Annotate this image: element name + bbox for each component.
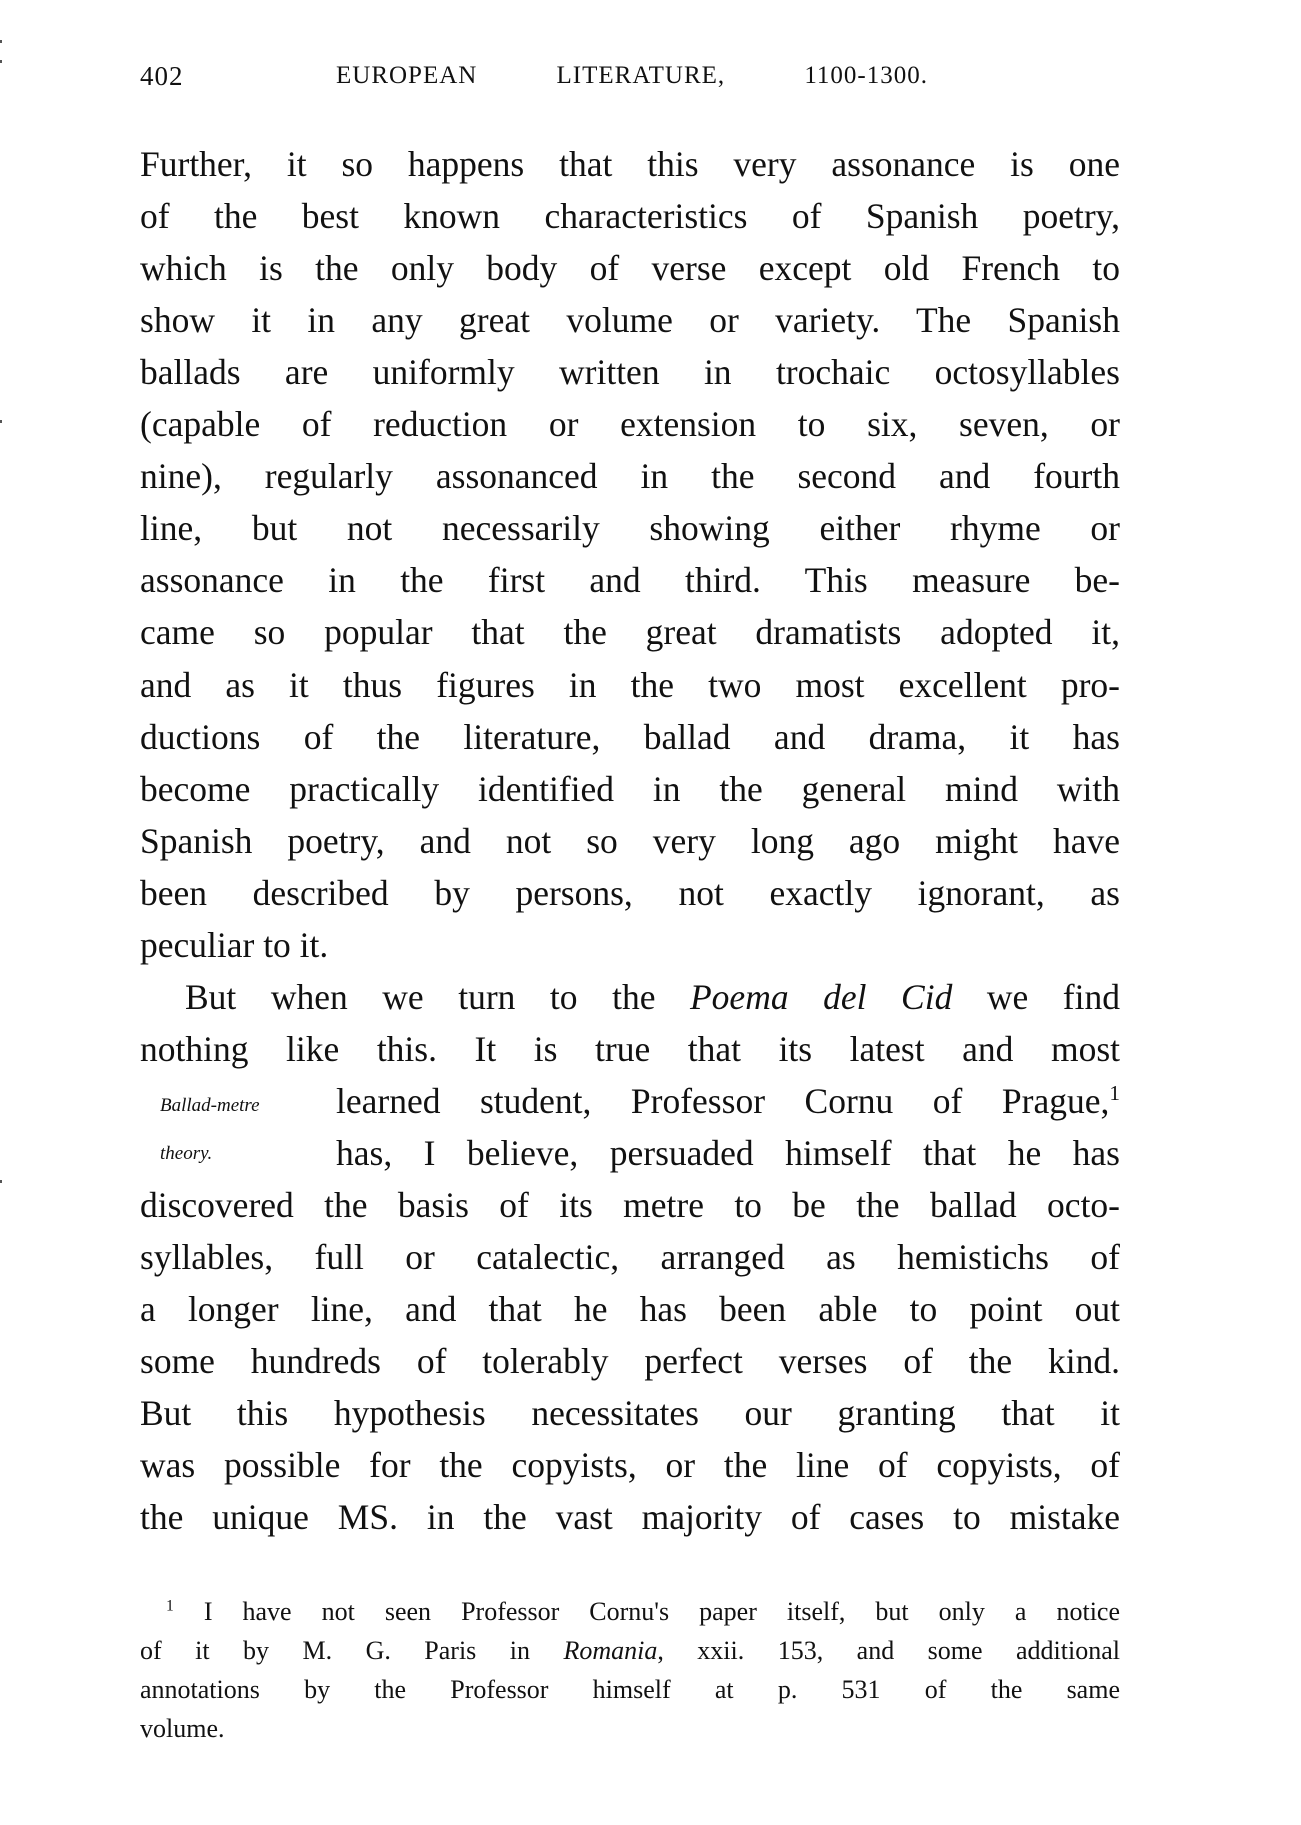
footnote-line xyxy=(140,1710,1120,1748)
margin-note-line: theory. xyxy=(160,1143,213,1164)
body-line xyxy=(140,919,1120,971)
text-run: But when we turn to the xyxy=(185,976,690,1017)
body-line xyxy=(140,659,1120,711)
body-line xyxy=(140,1023,1120,1075)
text-run: nine), regularly assonanced in the second and fourth xyxy=(140,456,1120,497)
text-run: was possible for the copyists, or the line of copyists, of xyxy=(140,1445,1120,1486)
footnote-line xyxy=(140,1632,1120,1670)
body-line xyxy=(140,398,1120,450)
text-run: of it by M. G. Paris in xyxy=(140,1636,564,1665)
italic-title: Poema del Cid xyxy=(690,976,953,1017)
body-line xyxy=(140,1387,1120,1439)
footnote-line xyxy=(166,1593,1120,1631)
body-line xyxy=(140,554,1120,606)
body-line xyxy=(185,971,1120,1023)
body-line xyxy=(336,1075,1120,1127)
text-run: some hundreds of tolerably perfect verses of the kind. xyxy=(140,1341,1120,1382)
text-run: , xxii. 153, and some additional xyxy=(657,1636,1120,1665)
text-run: (capable of reduction or extension to six, seven, or xyxy=(140,404,1120,445)
body-line xyxy=(140,815,1120,867)
text-run: annotations by the Professor himself at p. 531 of the same xyxy=(140,1675,1120,1704)
text-run: came so popular that the great dramatists adopted it, xyxy=(140,612,1120,653)
text-run: and as it thus figures in the two most excellent pro- xyxy=(140,664,1120,705)
text-run: volume. xyxy=(140,1714,225,1743)
text-run: which is the only body of verse except old French to xyxy=(140,248,1120,289)
body-line xyxy=(140,867,1120,919)
body-line xyxy=(140,763,1120,815)
body-line xyxy=(140,711,1120,763)
body-line xyxy=(140,1231,1120,1283)
body-line xyxy=(140,1439,1120,1491)
text-run: Further, it so happens that this very assonance is one xyxy=(140,144,1120,184)
body-line xyxy=(140,138,1120,190)
body-line xyxy=(140,294,1120,346)
text-run: syllables, full or catalectic, arranged as hemistichs of xyxy=(140,1237,1120,1278)
text-run: show it in any great volume or variety. The Spanish xyxy=(140,300,1120,341)
body-line xyxy=(140,606,1120,658)
text-run: assonance in the first and third. This measure be- xyxy=(140,560,1120,601)
body-line xyxy=(140,1283,1120,1335)
text-run: a longer line, and that he has been able to point out xyxy=(140,1289,1120,1330)
body-line xyxy=(140,502,1120,554)
text-run: of the best known characteristics of Spanish poetry, xyxy=(140,196,1120,237)
text-run: has, I believe, persuaded himself that he has xyxy=(336,1132,1120,1173)
text-run: I have not seen Professor Cornu's paper itself, but only a notice xyxy=(173,1597,1120,1626)
text-run: ductions of the literature, ballad and drama, it has xyxy=(140,716,1120,757)
text-run: ballads are uniformly written in trochaic octosyllables xyxy=(140,352,1120,393)
scan-edge-mark xyxy=(0,40,2,43)
text-run: nothing like this. It is true that its latest and most xyxy=(140,1028,1120,1069)
footnote-line xyxy=(140,1671,1120,1709)
footnote-marker: 1 xyxy=(166,1597,174,1615)
text-run: discovered the basis of its metre to be the ballad octo- xyxy=(140,1185,1120,1225)
text-run: Spanish poetry, and not so very long ago might have xyxy=(140,820,1120,861)
body-line xyxy=(140,242,1120,294)
body-line xyxy=(336,1127,1120,1179)
text-run: peculiar to it. xyxy=(140,924,329,965)
body-line xyxy=(140,1491,1120,1543)
body-line xyxy=(140,346,1120,398)
body-line xyxy=(140,1335,1120,1387)
body-line xyxy=(140,450,1120,502)
scan-edge-mark xyxy=(0,1180,2,1183)
body-line xyxy=(140,190,1120,242)
text-run: But this hypothesis necessitates our granting that it xyxy=(140,1393,1120,1434)
text-run: line, but not necessarily showing either rhyme or xyxy=(140,508,1120,549)
body-line xyxy=(140,1179,1120,1231)
text-run: learned student, Professor Cornu of Prague, xyxy=(336,1080,1110,1121)
scan-edge-mark xyxy=(0,60,2,63)
text-run: the unique MS. in the vast majority of cases to mistake xyxy=(140,1497,1120,1538)
text-run: been described by persons, not exactly ignorant, as xyxy=(140,872,1120,913)
margin-note-line: Ballad-metre xyxy=(160,1095,260,1116)
running-title: EUROPEAN LITERATURE, 1100-1300. xyxy=(336,62,928,89)
text-run: we find xyxy=(952,976,1120,1017)
scan-edge-mark xyxy=(0,420,2,423)
page-number: 402 xyxy=(140,61,184,91)
text-run: become practically identified in the general mind with xyxy=(140,768,1120,809)
italic-title: Romania xyxy=(563,1636,658,1665)
footnote-marker: 1 xyxy=(1109,1081,1120,1106)
